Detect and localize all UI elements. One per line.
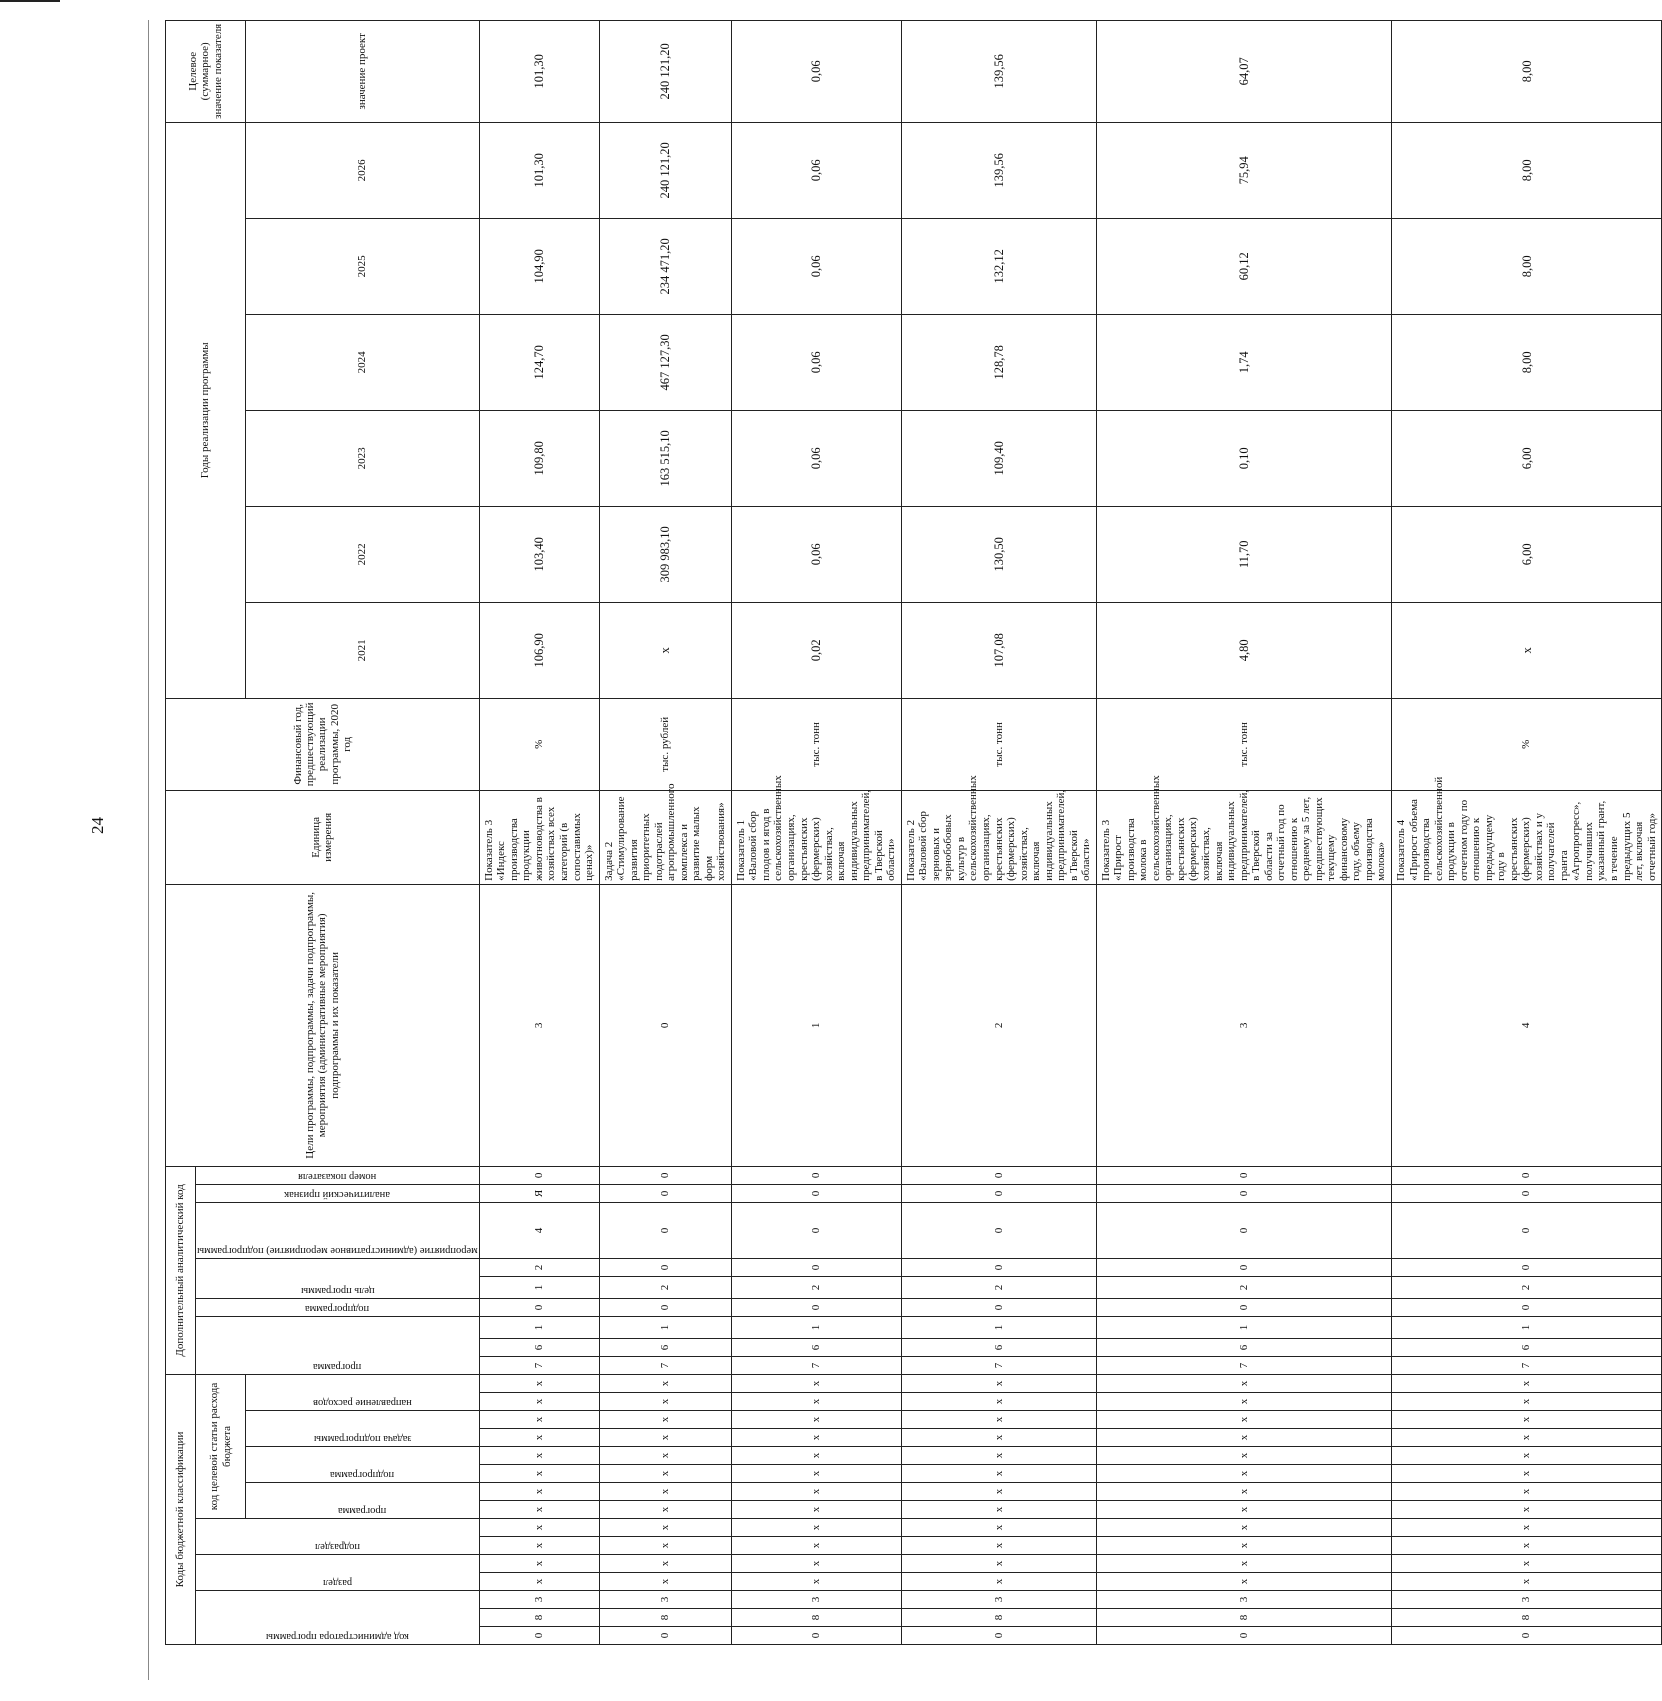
year-value: 109,40 — [901, 410, 1096, 506]
year-value: 109,80 — [479, 410, 599, 506]
year-value: 101,30 — [479, 20, 599, 122]
base-year-value: x — [1391, 602, 1661, 698]
zadacha-header: задача подпрограммы — [313, 1433, 412, 1444]
napravlenie-header: направление расходов — [313, 1397, 412, 1408]
kbk-code-cell: x — [1391, 1537, 1661, 1555]
year-value: 6,00 — [1391, 506, 1661, 602]
year-value: 0,06 — [731, 122, 901, 218]
kbk-code-cell: x — [731, 1393, 901, 1411]
year-value: 0,10 — [1096, 410, 1391, 506]
kbk-code-cell: x — [1391, 1501, 1661, 1519]
dop-code-cell: 4 — [479, 1202, 599, 1258]
dop-code-cell: 0 — [1391, 1258, 1661, 1276]
kbk-code-cell: x — [1096, 1537, 1391, 1555]
year-value: 104,90 — [479, 218, 599, 314]
kbk-code-cell: x — [1096, 1555, 1391, 1573]
dop-programma-header: программа — [313, 1360, 362, 1372]
kbk-code-cell: x — [1096, 1429, 1391, 1447]
dop-code-cell: 0 — [599, 1258, 731, 1276]
kbk-code-cell: x — [1096, 1465, 1391, 1483]
dop-code-cell: 7 — [901, 1356, 1096, 1374]
year-value: 124,70 — [479, 314, 599, 410]
year-value: 467 127,30 — [599, 314, 731, 410]
kbk-code-cell: x — [1391, 1573, 1661, 1591]
table-row — [901, 20, 1096, 1644]
dop-code-cell: 0 — [479, 1166, 599, 1184]
unit-cell: тыс. тонн — [731, 698, 901, 790]
kbk-code-cell: x — [1096, 1411, 1391, 1429]
indicator-name: Показатель 3 «Индекс производства продукции животноводства в хозяйствах всех категорий (в сопоставимых ценах)» — [479, 790, 599, 884]
dop-code-cell: 0 — [731, 1202, 901, 1258]
target-sub-header — [246, 20, 480, 122]
rotated-table-frame — [165, 23, 1658, 1645]
dop-code-cell: 2 — [599, 1276, 731, 1298]
dop-code-cell: 6 — [479, 1338, 599, 1356]
dop-code-cell: 0 — [1391, 1298, 1661, 1316]
dop-code-cell: 0 — [479, 1298, 599, 1316]
kbk-code-cell: x — [599, 1411, 731, 1429]
kbk-code-cell: x — [731, 1465, 901, 1483]
kbk-code-cell: x — [1096, 1374, 1391, 1392]
kbk-code-cell: x — [901, 1573, 1096, 1591]
kbk-code-cell: x — [1391, 1374, 1661, 1392]
dop-code-cell: 3 — [1096, 884, 1391, 1166]
kbk-code-cell: x — [731, 1374, 901, 1392]
dop-priznak-header: аналитический признак — [284, 1188, 391, 1200]
page-number: 24 — [88, 817, 107, 834]
dop-code-cell: 0 — [1096, 1298, 1391, 1316]
base-year-value: 107,08 — [901, 602, 1096, 698]
kbk-code-cell: 3 — [731, 1591, 901, 1609]
dop-code-cell: 7 — [599, 1356, 731, 1374]
kbk-code-cell: x — [901, 1501, 1096, 1519]
kbk-code-cell: x — [1096, 1447, 1391, 1465]
kbk-code-cell: x — [1391, 1519, 1661, 1537]
kbk-code-cell: x — [901, 1429, 1096, 1447]
dop-code-cell: 7 — [1391, 1356, 1661, 1374]
kbk-code-cell: x — [479, 1465, 599, 1483]
years-group-header: Годы реализации программы — [166, 122, 246, 698]
year-header: 2026 — [246, 122, 480, 218]
year-value: 234 471,20 — [599, 218, 731, 314]
dop-code-cell: 6 — [1096, 1338, 1391, 1356]
dop-code-cell: 0 — [1096, 1184, 1391, 1202]
target-group-header: Целевое (суммарное) значение показателя — [166, 20, 246, 122]
kbk-code-cell: x — [1096, 1573, 1391, 1591]
dop-cel-header: цель программы — [300, 1284, 375, 1296]
year-header: 2025 — [246, 218, 480, 314]
kbk-code-cell: x — [599, 1465, 731, 1483]
kbk-code-cell: 8 — [731, 1609, 901, 1627]
unit-cell: % — [1391, 698, 1661, 790]
indicator-name: Показатель 2 «Валовой сбор зерновых и зернобобовых культур в сельскохозяйственных организациях, крестьянских (фермерских) хозяйствах, включая индивидуальных предпринимателей, в Тверской области» — [901, 790, 1096, 884]
kcsr-header: код целевой статьи расхода бюджета — [196, 1374, 246, 1518]
kbk-code-cell: x — [599, 1393, 731, 1411]
podrazdel-header: подраздел — [314, 1541, 360, 1552]
year-value: 64,07 — [1096, 20, 1391, 122]
year-value: 139,56 — [901, 20, 1096, 122]
year-value: 8,00 — [1391, 218, 1661, 314]
kbk-code-cell: x — [599, 1374, 731, 1392]
table-row — [479, 20, 599, 1644]
kbk-code-cell: x — [599, 1483, 731, 1501]
kbk-code-cell: x — [901, 1374, 1096, 1392]
unit-cell: тыс. тонн — [901, 698, 1096, 790]
year-value: 11,70 — [1096, 506, 1391, 602]
year-value: 60,12 — [1096, 218, 1391, 314]
kbk-code-cell: x — [1391, 1555, 1661, 1573]
table-row — [1096, 20, 1391, 1644]
kbk-code-cell: x — [1391, 1393, 1661, 1411]
dop-code-cell: 1 — [731, 1316, 901, 1338]
indicator-name: Задача 2 «Стимулирование развития приоритетных подотраслей агропромышленного комплекса и развитие малых форм хозяйствования» — [599, 790, 731, 884]
kbk-code-cell: x — [599, 1447, 731, 1465]
year-value: 101,30 — [479, 122, 599, 218]
dop-code-cell: 0 — [1096, 1166, 1391, 1184]
dop-code-cell: 1 — [1096, 1316, 1391, 1338]
year-header: 2023 — [246, 410, 480, 506]
dop-code-cell: 1 — [1391, 1316, 1661, 1338]
unit-cell: тыс. рублей — [599, 698, 731, 790]
kbk-code-cell: x — [901, 1537, 1096, 1555]
dop-code-cell: 6 — [1391, 1338, 1661, 1356]
goals-header: Цели программы, подпрограммы, задачи подпрограммы, мероприятия (административные мероприятия) подпрограммы и их показатели — [166, 884, 480, 1166]
dop-code-cell: 1 — [479, 1276, 599, 1298]
indicator-name: Показатель 1 «Валовой сбор плодов и ягод в сельскохозяйственных организациях, крестьянских (фермерских) хозяйствах, включая индивидуальных предпринимателей, в Тверской области» — [731, 790, 901, 884]
kbk-code-cell: x — [901, 1555, 1096, 1573]
base-year-value: 106,90 — [479, 602, 599, 698]
year-value: 75,94 — [1096, 122, 1391, 218]
kbk-code-cell: x — [479, 1374, 599, 1392]
year-header: 2022 — [246, 506, 480, 602]
unit-header: Единица измерения — [166, 790, 480, 884]
year-value: 0,06 — [731, 410, 901, 506]
dop-meropriyatie-header: мероприятие (административное мероприятие) подпрограммы — [197, 1244, 478, 1256]
dop-code-cell: 6 — [599, 1338, 731, 1356]
kbk-code-cell: 8 — [1391, 1609, 1661, 1627]
kbk-code-cell: x — [599, 1519, 731, 1537]
kbk-code-cell: 3 — [479, 1591, 599, 1609]
dop-code-cell: 0 — [731, 1184, 901, 1202]
scan-edge-mark — [0, 0, 60, 2]
dop-code-cell: 0 — [599, 1184, 731, 1202]
kbk-code-cell: x — [1391, 1411, 1661, 1429]
razdel-header: раздел — [322, 1577, 352, 1588]
year-value: 128,78 — [901, 314, 1096, 410]
fin-year-header: Финансовый год, предшествующий реализации программы, 2020 год — [166, 698, 480, 790]
kbk-code-cell: x — [599, 1429, 731, 1447]
kbk-code-cell: x — [479, 1429, 599, 1447]
dop-code-cell: 1 — [731, 884, 901, 1166]
base-year-value: x — [599, 602, 731, 698]
kbk-code-cell: x — [1096, 1519, 1391, 1537]
dop-code-cell: 0 — [1096, 1258, 1391, 1276]
indicators-table — [165, 20, 1662, 1645]
kbk-code-cell: 3 — [599, 1591, 731, 1609]
kbk-code-cell: x — [731, 1501, 901, 1519]
dop-code-cell: 6 — [731, 1338, 901, 1356]
indicator-name: Показатель 3 «Прирост производства молока в сельскохозяйственных организациях, крестьянских (фермерских) хозяйствах, включая индивидуальных предпринимателей, в Тверской области за отчетный год по отношению к среднему за 5 лет, предшествующих текущему финансовому году, объему производства молока» — [1096, 790, 1391, 884]
unit-cell: тыс. тонн — [1096, 698, 1391, 790]
kbk-code-cell: x — [731, 1447, 901, 1465]
kbk-code-cell: x — [1391, 1465, 1661, 1483]
dop-code-cell: 0 — [599, 884, 731, 1166]
kbk-code-cell: x — [901, 1447, 1096, 1465]
dop-code-cell: 2 — [1391, 1276, 1661, 1298]
kbk-code-cell: x — [731, 1555, 901, 1573]
kbk-code-cell: x — [1096, 1501, 1391, 1519]
kbk-code-cell: x — [479, 1483, 599, 1501]
dop-code-cell: 0 — [1391, 1202, 1661, 1258]
dop-code-cell: 2 — [731, 1276, 901, 1298]
year-value: 8,00 — [1391, 122, 1661, 218]
kbk-code-cell: x — [1391, 1429, 1661, 1447]
table-row — [1391, 20, 1661, 1644]
kbk-code-cell: x — [731, 1411, 901, 1429]
kbk-code-cell: x — [599, 1501, 731, 1519]
target-sub-label: значение — [356, 67, 369, 110]
dop-code-cell: 0 — [901, 1166, 1096, 1184]
kbk-code-cell: x — [599, 1537, 731, 1555]
dop-code-cell: 0 — [731, 1166, 901, 1184]
dop-code-cell: 0 — [731, 1298, 901, 1316]
kbk-code-cell: x — [1391, 1447, 1661, 1465]
dop-podprogramma-header: подпрограмма — [305, 1302, 370, 1314]
kbk-code-cell: x — [479, 1537, 599, 1555]
kbk-code-cell: x — [1391, 1483, 1661, 1501]
kbk-code-cell: 8 — [1096, 1609, 1391, 1627]
kbk-code-cell: x — [1096, 1393, 1391, 1411]
kbk-code-cell: x — [731, 1429, 901, 1447]
unit-cell: % — [479, 698, 599, 790]
year-header: 2024 — [246, 314, 480, 410]
kbk-code-cell: x — [901, 1519, 1096, 1537]
kbk-code-cell: x — [731, 1483, 901, 1501]
kbk-code-cell: 3 — [901, 1591, 1096, 1609]
scan-edge-mark — [148, 20, 149, 1680]
kbk-code-cell: 0 — [599, 1627, 731, 1645]
table-row — [599, 20, 731, 1644]
kbk-code-cell: x — [901, 1465, 1096, 1483]
kbk-code-cell: x — [731, 1537, 901, 1555]
dop-code-cell: 7 — [1096, 1356, 1391, 1374]
year-value: 8,00 — [1391, 314, 1661, 410]
dop-code-cell: 0 — [901, 1298, 1096, 1316]
kbk-code-cell: x — [479, 1393, 599, 1411]
dop-code-cell: 2 — [901, 1276, 1096, 1298]
table-row — [731, 20, 901, 1644]
kbk-code-cell: 3 — [1391, 1591, 1661, 1609]
base-year-value: 4,80 — [1096, 602, 1391, 698]
programma-header: программа — [338, 1505, 387, 1516]
year-value: 309 983,10 — [599, 506, 731, 602]
dop-code-cell: 4 — [1391, 884, 1661, 1166]
base-year-value: 0,02 — [731, 602, 901, 698]
target-sub-label-2: проект — [356, 33, 369, 66]
year-value: 0,06 — [731, 218, 901, 314]
kbk-code-cell: x — [479, 1447, 599, 1465]
year-value: 163 515,10 — [599, 410, 731, 506]
kbk-code-cell: x — [599, 1555, 731, 1573]
kbk-code-cell: 0 — [479, 1627, 599, 1645]
kbk-code-cell: 0 — [901, 1627, 1096, 1645]
dop-code-cell: 2 — [479, 1258, 599, 1276]
admin-code-header: код администратора программы — [265, 1631, 409, 1642]
kbk-code-cell: x — [901, 1393, 1096, 1411]
kbk-code-cell: x — [731, 1519, 901, 1537]
dop-code-cell: 1 — [599, 1316, 731, 1338]
dop-code-cell: 0 — [1391, 1166, 1661, 1184]
dop-code-header: Дополнительный аналитический код — [166, 1166, 196, 1374]
year-value: 6,00 — [1391, 410, 1661, 506]
kbk-code-cell: x — [479, 1501, 599, 1519]
dop-code-cell: 0 — [901, 1258, 1096, 1276]
kbk-code-cell: x — [479, 1411, 599, 1429]
year-value: 0,06 — [731, 20, 901, 122]
kbk-code-cell: 0 — [731, 1627, 901, 1645]
dop-code-cell: 2 — [901, 884, 1096, 1166]
kbk-code-cell: x — [1096, 1483, 1391, 1501]
kbk-code-cell: x — [479, 1519, 599, 1537]
dop-code-cell: 0 — [1096, 1202, 1391, 1258]
dop-nomer-header: номер показателя — [298, 1170, 377, 1182]
kbk-header: Коды бюджетной классификации — [166, 1374, 196, 1644]
dop-code-cell: 1 — [479, 1316, 599, 1338]
dop-code-cell: 1 — [901, 1316, 1096, 1338]
dop-code-cell: 3 — [479, 884, 599, 1166]
dop-code-cell: 0 — [599, 1202, 731, 1258]
kbk-code-cell: x — [901, 1411, 1096, 1429]
year-value: 0,06 — [731, 314, 901, 410]
year-value: 103,40 — [479, 506, 599, 602]
dop-code-cell: 2 — [1096, 1276, 1391, 1298]
indicator-name: Показатель 4 «Прирост объема производства сельскохозяйственной продукции в отчетном году по отношению к предыдущему году в крестьянских (фермерских) хозяйствах и у получателей гранта «Агропрогресс», получивших указанный грант, в течение предыдущих 5 лет, включая отчетный год» — [1391, 790, 1661, 884]
dop-code-cell: 0 — [1391, 1184, 1661, 1202]
dop-code-cell: 0 — [731, 1258, 901, 1276]
year-value: 139,56 — [901, 122, 1096, 218]
dop-code-cell: 7 — [731, 1356, 901, 1374]
year-value: 1,74 — [1096, 314, 1391, 410]
podprogramma-header: подпрограмма — [330, 1469, 395, 1480]
dop-code-cell: 0 — [599, 1298, 731, 1316]
year-value: 240 121,20 — [599, 122, 731, 218]
dop-code-cell: 0 — [901, 1184, 1096, 1202]
year-value: 0,06 — [731, 506, 901, 602]
dop-code-cell: 0 — [901, 1202, 1096, 1258]
year-value: 130,50 — [901, 506, 1096, 602]
kbk-code-cell: 3 — [1096, 1591, 1391, 1609]
kbk-code-cell: x — [479, 1573, 599, 1591]
year-value: 132,12 — [901, 218, 1096, 314]
kbk-code-cell: 8 — [901, 1609, 1096, 1627]
dop-code-cell: 7 — [479, 1356, 599, 1374]
kbk-code-cell: 0 — [1391, 1627, 1661, 1645]
year-header: 2021 — [246, 602, 480, 698]
kbk-code-cell: 8 — [599, 1609, 731, 1627]
kbk-code-cell: x — [901, 1483, 1096, 1501]
kbk-code-cell: 8 — [479, 1609, 599, 1627]
year-value: 240 121,20 — [599, 20, 731, 122]
year-value: 8,00 — [1391, 20, 1661, 122]
kbk-code-cell: x — [731, 1573, 901, 1591]
kbk-code-cell: 0 — [1096, 1627, 1391, 1645]
dop-code-cell: 0 — [599, 1166, 731, 1184]
dop-code-cell: Я — [479, 1184, 599, 1202]
kbk-code-cell: x — [599, 1573, 731, 1591]
kbk-code-cell: x — [479, 1555, 599, 1573]
dop-code-cell: 6 — [901, 1338, 1096, 1356]
